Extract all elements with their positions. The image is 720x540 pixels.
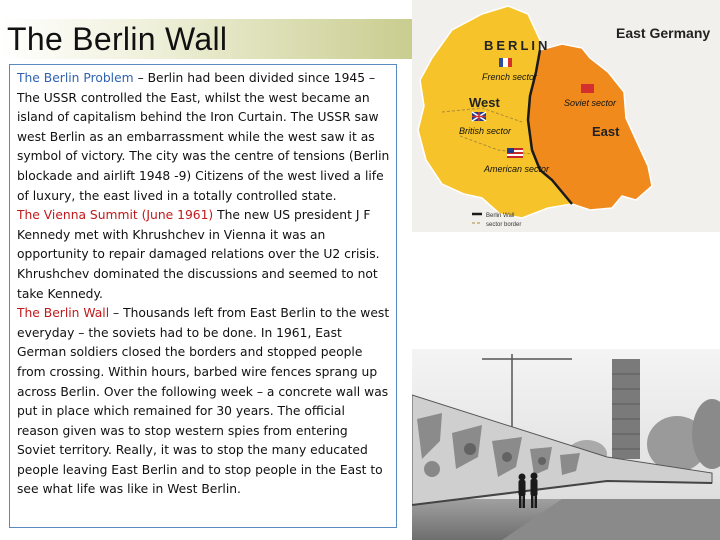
heading-vienna-summit: The Vienna Summit (June 1961) bbox=[17, 208, 214, 223]
map-french-label: French sector bbox=[482, 72, 538, 82]
map-west-label: West bbox=[469, 95, 500, 110]
berlin-wall-photo bbox=[412, 349, 720, 540]
berlin-map bbox=[412, 0, 720, 232]
slide-title: The Berlin Wall bbox=[7, 21, 228, 57]
map-east-label: East bbox=[592, 124, 620, 139]
soviet-flag-icon bbox=[581, 84, 594, 93]
legend-wall-label: Berlin Wall bbox=[486, 213, 515, 219]
paragraph-berlin-problem bbox=[17, 69, 390, 206]
map-city-label: BERLIN bbox=[484, 38, 551, 53]
map-british-label: British sector bbox=[459, 126, 512, 136]
body-vienna-summit: The new US president J F Kennedy met with Khrushchev in Vienna it was an opportunity to repair damaged relations over the U2 crisis. Khrushchev dominated the discussions and seemed to not take Kennedy. bbox=[17, 208, 380, 301]
body-berlin-problem: – Berlin had been divided since 1945 – The USSR controlled the East, whilst the west became an island of capitalism behind the Iron Curtain. The USSR saw west Berlin as an embarrassment while the west saw it as symbol of victory. The city was the centre of tensions (Berlin blockade and airlift 1948 -9) Citizens of the west lived a life of luxury, the east lived in a totally controlled state. bbox=[17, 71, 390, 203]
map-american-label: American sector bbox=[484, 164, 550, 174]
body-berlin-wall: – Thousands left from East Berlin to the west everyday – the soviets had to be done. In 1961, East German soldiers closed the borders and stopped people from crossing. Within hours, barbed wire fences sprang up across Berlin. Over the following week – a concrete wall was put in place which remained for 30 years. The official reason given was to stop western spies from entering Soviet territory. Really, it was to stop the many educated people leaving East Berlin and to stop people in the East to see what life was like in West Berlin. bbox=[17, 306, 390, 497]
heading-berlin-wall: The Berlin Wall bbox=[17, 306, 110, 321]
map-soviet-label: Soviet sector bbox=[564, 98, 617, 108]
paragraph-vienna-summit bbox=[17, 206, 390, 304]
text-box bbox=[9, 64, 397, 528]
map-country-label: East Germany bbox=[616, 25, 711, 41]
paragraph-berlin-wall bbox=[17, 304, 390, 500]
legend-border-label: sector border bbox=[486, 222, 522, 228]
heading-berlin-problem: The Berlin Problem bbox=[17, 71, 134, 85]
